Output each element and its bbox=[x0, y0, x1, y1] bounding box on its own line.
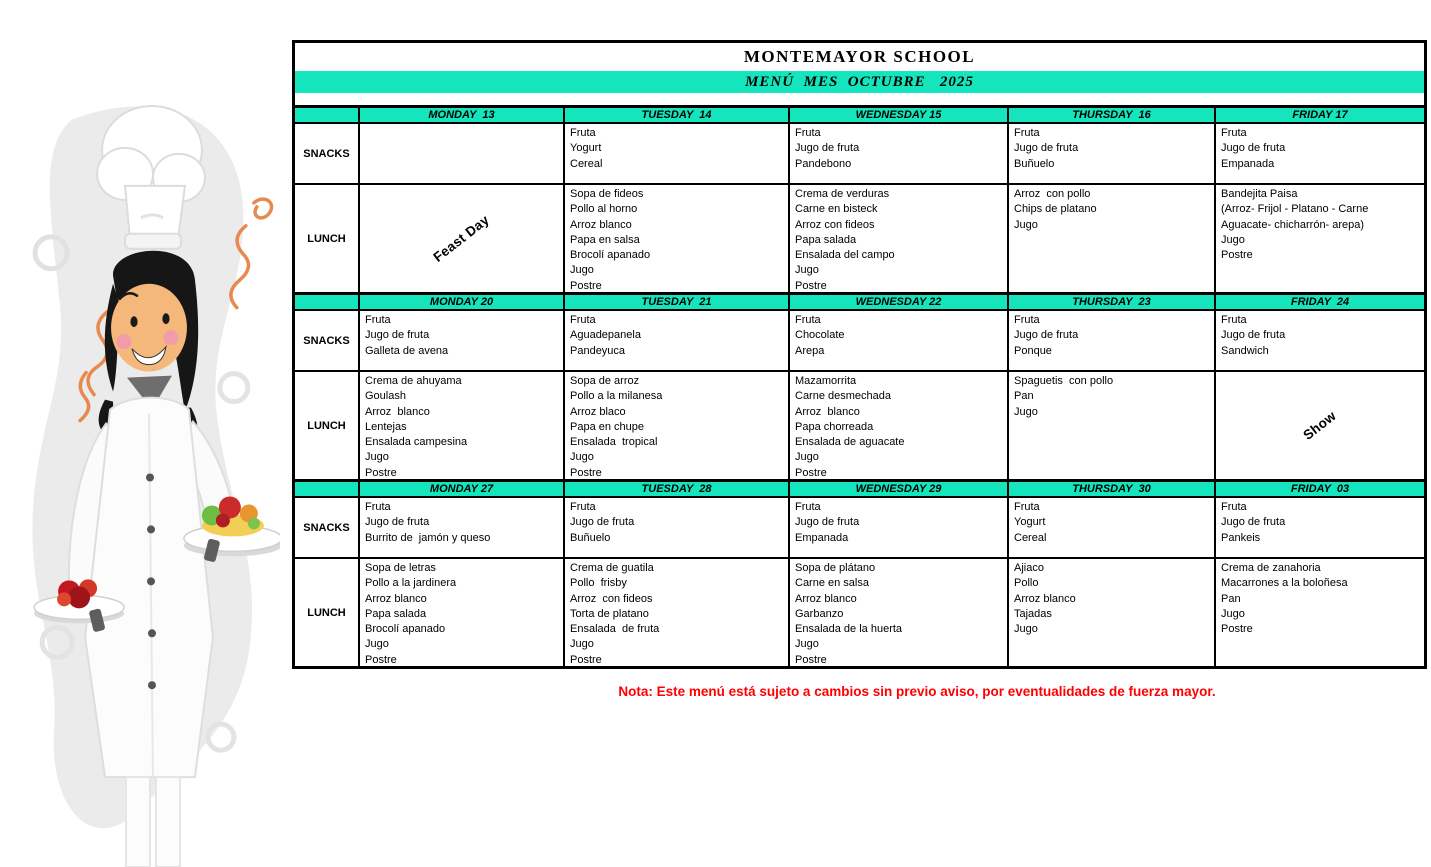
lunch-cell-week1-day4 bbox=[1007, 185, 1214, 292]
menu-item: Papa en salsa bbox=[570, 233, 640, 246]
eye-right bbox=[162, 313, 169, 324]
menu-item: Buñuelo bbox=[1014, 157, 1055, 170]
menu-item: Ensalada de fruta bbox=[570, 623, 660, 636]
header-corner-cell bbox=[295, 482, 358, 496]
lunch-cell-week2-day1 bbox=[358, 372, 563, 479]
menu-item: Empanada bbox=[1221, 157, 1275, 170]
menu-item: Jugo bbox=[365, 638, 389, 651]
menu-item: Pan bbox=[1221, 592, 1241, 605]
menu-item: Jugo de fruta bbox=[1221, 142, 1286, 155]
chef-illustration bbox=[8, 78, 280, 867]
day-header-week2-day2: TUESDAY 21 bbox=[563, 295, 788, 309]
header-corner-cell bbox=[295, 108, 358, 122]
menu-item: Jugo bbox=[1221, 233, 1245, 246]
menu-item: Aguadepanela bbox=[570, 329, 641, 342]
menu-item: Brocolí apanado bbox=[570, 249, 651, 262]
week-header-week3 bbox=[295, 479, 1424, 498]
lunch-cell-week3-day3 bbox=[788, 559, 1007, 666]
special-label: Feast Day bbox=[430, 212, 493, 265]
menu-item: Fruta bbox=[1221, 314, 1247, 326]
menu-item: Goulash bbox=[365, 390, 406, 403]
menu-item: Arroz blanco bbox=[1014, 592, 1076, 605]
menu-item: Aguacate- chicharrón- arepa) bbox=[1221, 218, 1365, 231]
footer-note: Nota: Este menú está sujeto a cambios sin previo aviso, por eventualidades de fuerza mayor. bbox=[618, 684, 1216, 699]
menu-item: Jugo de fruta bbox=[1014, 142, 1079, 155]
menu-item: Fruta bbox=[570, 127, 596, 139]
menu-item: Arroz con fideos bbox=[795, 218, 875, 231]
lunch-row-week2 bbox=[295, 372, 1424, 479]
menu-item: Chips de platano bbox=[1014, 203, 1097, 216]
menu-item: Chocolate bbox=[795, 329, 845, 342]
menu-item: Arepa bbox=[795, 344, 825, 357]
watermark-circle bbox=[208, 724, 234, 750]
menu-item: Jugo bbox=[365, 451, 389, 464]
eye-left bbox=[130, 316, 137, 327]
menu-item: Sandwich bbox=[1221, 344, 1269, 357]
menu-item: Jugo de fruta bbox=[570, 516, 635, 529]
menu-item: Fruta bbox=[1014, 314, 1040, 326]
menu-item: Lentejas bbox=[365, 420, 407, 433]
day-header-week2-day4: THURSDAY 23 bbox=[1007, 295, 1214, 309]
lunch-cell-week1-day5 bbox=[1214, 185, 1424, 292]
menu-item: Fruta bbox=[795, 127, 821, 139]
lunch-cell-week1-day2 bbox=[563, 185, 788, 292]
menu-item: Carne en salsa bbox=[795, 577, 869, 590]
menu-item: Crema de zanahoria bbox=[1221, 562, 1321, 574]
menu-item: Torta de platano bbox=[570, 607, 649, 620]
menu-item: Jugo bbox=[1014, 623, 1038, 636]
day-header-week3-day1: MONDAY 27 bbox=[358, 482, 563, 496]
menu-item: Yogurt bbox=[570, 142, 602, 155]
menu-item: Fruta bbox=[570, 314, 596, 326]
snacks-cell-week3-day5 bbox=[1214, 498, 1424, 557]
menu-item: Fruta bbox=[1221, 127, 1247, 139]
menu-item: Postre bbox=[1221, 249, 1253, 262]
menu-item: Crema de ahuyama bbox=[365, 375, 462, 387]
lunch-row-week1 bbox=[295, 185, 1424, 292]
day-header-week1-day4: THURSDAY 16 bbox=[1007, 108, 1214, 122]
lunch-cell-week3-day4 bbox=[1007, 559, 1214, 666]
week-header-week1 bbox=[295, 105, 1424, 124]
lunch-cell-week2-day2 bbox=[563, 372, 788, 479]
day-header-week2-day1: MONDAY 20 bbox=[358, 295, 563, 309]
lunch-cell-week3-day1 bbox=[358, 559, 563, 666]
menu-item: Arroz blaco bbox=[570, 405, 626, 418]
menu-item: Garbanzo bbox=[795, 607, 844, 620]
day-header-week2-day5: FRIDAY 24 bbox=[1214, 295, 1424, 309]
menu-item: Arroz blanco bbox=[795, 592, 857, 605]
menu-item: Cereal bbox=[570, 157, 603, 170]
menu-item: Mazamorrita bbox=[795, 375, 857, 387]
menu-item: Pandebono bbox=[795, 157, 852, 170]
menu-item: Tajadas bbox=[1014, 607, 1052, 620]
cheek-right bbox=[163, 330, 178, 345]
watermark-circle bbox=[220, 374, 248, 402]
weeks-container bbox=[295, 105, 1424, 666]
menu-item: (Arroz- Frijol - Platano - Carne bbox=[1221, 203, 1369, 216]
school-title: MONTEMAYOR SCHOOL bbox=[743, 47, 976, 66]
menu-item: Ensalada del campo bbox=[795, 249, 895, 262]
menu-item: Fruta bbox=[365, 501, 391, 513]
menu-table bbox=[292, 40, 1427, 669]
menu-item: Arroz blanco bbox=[365, 592, 427, 605]
menu-item: Papa salada bbox=[795, 233, 857, 246]
menu-item: Ensalada tropical bbox=[570, 436, 658, 449]
menu-item: Jugo bbox=[795, 264, 819, 277]
day-header-week3-day2: TUESDAY 28 bbox=[563, 482, 788, 496]
day-header-week2-day3: WEDNESDAY 22 bbox=[788, 295, 1007, 309]
menu-item: Ensalada de aguacate bbox=[795, 436, 905, 449]
menu-item: Ponque bbox=[1014, 344, 1052, 357]
menu-item: Fruta bbox=[1014, 501, 1040, 513]
menu-item: Postre bbox=[795, 653, 827, 666]
menu-item: Postre bbox=[365, 466, 397, 479]
spacer-row bbox=[295, 93, 1424, 105]
lunch-cell-week3-day2 bbox=[563, 559, 788, 666]
menu-month-title: MENÚ MES OCTUBRE 2025 bbox=[295, 71, 1424, 93]
day-header-week1-day5: FRIDAY 17 bbox=[1214, 108, 1424, 122]
menu-item: Jugo de fruta bbox=[1221, 516, 1286, 529]
snacks-row-week1 bbox=[295, 124, 1424, 185]
menu-item: Papa salada bbox=[365, 607, 427, 620]
menu-item: Fruta bbox=[795, 501, 821, 513]
menu-item: Papa en chupe bbox=[570, 420, 645, 433]
menu-item: Pandeyuca bbox=[570, 344, 626, 357]
special-label: Show bbox=[1300, 408, 1340, 443]
snacks-cell-week1-day1 bbox=[358, 124, 563, 183]
row-label-lunch: LUNCH bbox=[307, 606, 346, 619]
menu-item: Jugo de fruta bbox=[795, 516, 860, 529]
snacks-cell-week2-day3 bbox=[788, 311, 1007, 370]
lunch-cell-week1-day3 bbox=[788, 185, 1007, 292]
menu-item: Pollo frisby bbox=[570, 577, 627, 590]
row-label-snacks: SNACKS bbox=[303, 147, 350, 160]
lunch-cell-week2-day4 bbox=[1007, 372, 1214, 479]
menu-item: Ensalada campesina bbox=[365, 436, 468, 449]
menu-item: Brocolí apanado bbox=[365, 623, 446, 636]
menu-item: Crema de verduras bbox=[795, 188, 890, 200]
menu-item: Burrito de jamón y queso bbox=[365, 531, 491, 544]
menu-item: Jugo de fruta bbox=[795, 142, 860, 155]
menu-item: Fruta bbox=[1014, 127, 1040, 139]
row-label-snacks: SNACKS bbox=[303, 521, 350, 534]
menu-item: Yogurt bbox=[1014, 516, 1046, 529]
menu-item: Cereal bbox=[1014, 531, 1047, 544]
menu-item: Postre bbox=[1221, 623, 1253, 636]
day-header-week3-day3: WEDNESDAY 29 bbox=[788, 482, 1007, 496]
day-header-week3-day5: FRIDAY 03 bbox=[1214, 482, 1424, 496]
day-header-week3-day4: THURSDAY 30 bbox=[1007, 482, 1214, 496]
menu-item: Postre bbox=[365, 653, 397, 666]
menu-item: Bandejita Paisa bbox=[1221, 188, 1298, 200]
menu-item: Jugo bbox=[1014, 218, 1038, 231]
lunch-cell-week2-day5 bbox=[1214, 372, 1424, 479]
menu-item: Fruta bbox=[1221, 501, 1247, 513]
menu-item: Jugo de fruta bbox=[365, 329, 430, 342]
menu-item: Pollo a la jardinera bbox=[365, 577, 457, 590]
menu-item: Sopa de letras bbox=[365, 562, 436, 574]
cheek-left bbox=[117, 334, 132, 349]
menu-item: Sopa de fideos bbox=[570, 188, 644, 200]
menu-item: Jugo bbox=[1014, 405, 1038, 418]
snacks-row-week3 bbox=[295, 498, 1424, 559]
snacks-cell-week2-day4 bbox=[1007, 311, 1214, 370]
menu-item: Jugo bbox=[795, 638, 819, 651]
menu-item: Pan bbox=[1014, 390, 1034, 403]
menu-item: Jugo bbox=[570, 264, 594, 277]
lunch-cell-week3-day5 bbox=[1214, 559, 1424, 666]
menu-item: Arroz con pollo bbox=[1014, 188, 1091, 200]
snacks-cell-week1-day2 bbox=[563, 124, 788, 183]
menu-item: Jugo de fruta bbox=[1014, 329, 1079, 342]
menu-item: Carne en bisteck bbox=[795, 203, 878, 216]
day-header-week1-day1: MONDAY 13 bbox=[358, 108, 563, 122]
menu-item: Jugo bbox=[570, 451, 594, 464]
menu-item: Fruta bbox=[795, 314, 821, 326]
day-header-week1-day2: TUESDAY 14 bbox=[563, 108, 788, 122]
snacks-cell-week3-day3 bbox=[788, 498, 1007, 557]
menu-item: Ajiaco bbox=[1014, 562, 1044, 574]
menu-item: Postre bbox=[795, 466, 827, 479]
menu-item: Arroz blanco bbox=[365, 405, 430, 418]
menu-item: Pollo bbox=[1014, 577, 1039, 590]
menu-item: Pollo a la milanesa bbox=[570, 390, 663, 403]
snacks-cell-week3-day1 bbox=[358, 498, 563, 557]
snacks-cell-week1-day3 bbox=[788, 124, 1007, 183]
menu-item: Empanada bbox=[795, 531, 849, 544]
header-corner-cell bbox=[295, 295, 358, 309]
row-label-lunch: LUNCH bbox=[307, 419, 346, 432]
snacks-row-week2 bbox=[295, 311, 1424, 372]
menu-item: Galleta de avena bbox=[365, 344, 449, 357]
menu-item: Jugo de fruta bbox=[1221, 329, 1286, 342]
snacks-cell-week2-day1 bbox=[358, 311, 563, 370]
chef-jacket bbox=[85, 398, 213, 778]
menu-item: Jugo bbox=[570, 638, 594, 651]
menu-item: Jugo bbox=[1221, 607, 1245, 620]
menu-item: Postre bbox=[570, 466, 602, 479]
snacks-cell-week1-day5 bbox=[1214, 124, 1424, 183]
menu-item: Arroz blanco bbox=[795, 405, 860, 418]
menu-item: Carne desmechada bbox=[795, 390, 892, 403]
menu-item: Postre bbox=[570, 279, 602, 292]
menu-item: Papa chorreada bbox=[795, 420, 874, 433]
snacks-cell-week2-day5 bbox=[1214, 311, 1424, 370]
menu-item: Jugo bbox=[795, 451, 819, 464]
menu-item: Fruta bbox=[570, 501, 596, 513]
row-label-lunch: LUNCH bbox=[307, 232, 346, 245]
snacks-cell-week3-day4 bbox=[1007, 498, 1214, 557]
menu-item: Spaguetis con pollo bbox=[1014, 375, 1114, 387]
menu-item: Crema de guatila bbox=[570, 562, 654, 574]
menu-item: Arroz blanco bbox=[570, 218, 632, 231]
lunch-row-week3 bbox=[295, 559, 1424, 666]
lunch-cell-week1-day1 bbox=[358, 185, 563, 292]
menu-item: Postre bbox=[570, 653, 602, 666]
snacks-cell-week2-day2 bbox=[563, 311, 788, 370]
menu-item: Buñuelo bbox=[570, 531, 611, 544]
menu-item: Arroz con fideos bbox=[570, 592, 653, 605]
snacks-cell-week1-day4 bbox=[1007, 124, 1214, 183]
day-header-week1-day3: WEDNESDAY 15 bbox=[788, 108, 1007, 122]
menu-item: Jugo de fruta bbox=[365, 516, 430, 529]
menu-item: Ensalada de la huerta bbox=[795, 623, 903, 636]
menu-item: Pollo al horno bbox=[570, 203, 638, 216]
menu-item: Sopa de arroz bbox=[570, 375, 640, 387]
menu-item: Sopa de plátano bbox=[795, 562, 876, 574]
menu-item: Postre bbox=[795, 279, 827, 292]
row-label-snacks: SNACKS bbox=[303, 334, 350, 347]
menu-item: Macarrones a la boloñesa bbox=[1221, 577, 1348, 590]
week-header-week2 bbox=[295, 292, 1424, 311]
snacks-cell-week3-day2 bbox=[563, 498, 788, 557]
menu-item: Fruta bbox=[365, 314, 391, 326]
menu-item: Pankeis bbox=[1221, 531, 1261, 544]
lunch-cell-week2-day3 bbox=[788, 372, 1007, 479]
